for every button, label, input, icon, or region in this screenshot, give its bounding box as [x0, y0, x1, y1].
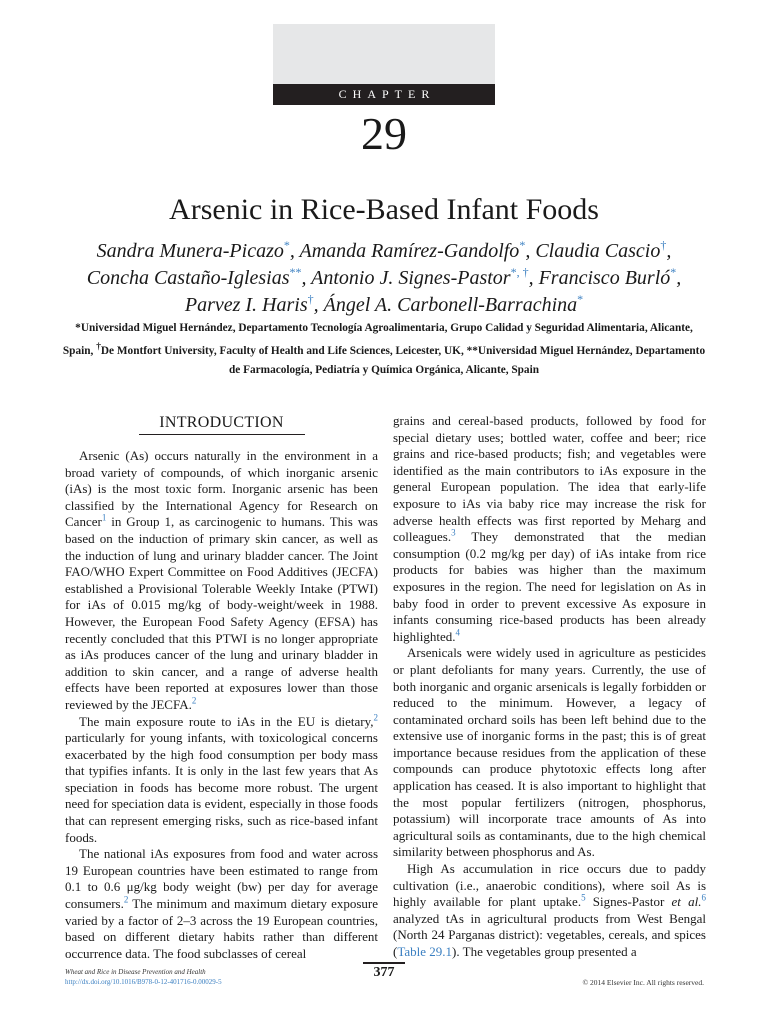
affiliations [60, 319, 708, 380]
affiliation-mark[interactable]: * [670, 265, 677, 279]
page-number: 377 [373, 965, 395, 980]
author-separator: , [666, 240, 672, 262]
paragraph-text: The main exposure route to iAs in the EU is dietary, [79, 713, 374, 729]
affiliation-mark: † [96, 342, 101, 352]
affiliation-mark[interactable]: * [283, 238, 290, 252]
paragraph-text: The national iAs exposures from food and water across 19 European countries have been estimated to range from 0.1 to 0.6 μg/kg body weight (bw) per day for average consumers. [65, 846, 378, 912]
paragraph-text: Signes-Pastor [585, 894, 672, 910]
author-name: Amanda Ramírez-Gandolfo [299, 240, 520, 262]
author-name: Sandra Munera-Picazo [96, 240, 284, 262]
paragraph-text: in Group 1, as carcinogenic to humans. This was based on the induction of primary skin cancer, as well as the induction of lung and urinary bladder cancer. The Joint FAO/WHO Expert Committee on Food Additives (JECFA) established a Provisional Tolerable Weekly Intake (PTWI) for iAs of 0.015 mg/kg of body-weight/week in 1988. However, the European Food Safety Agency (EFSA) has recently concluded that this PTWI is no longer appropriate as iAs produces cancer of the lung and urinary bladder in addition to skin cancer, and a range of adverse health effects have been reported at exposures lower than those reviewed by the JECFA. [65, 514, 378, 712]
chapter-header-box [273, 24, 495, 86]
paragraph-text: They demonstrated that the median consumption (0.2 mg/kg per day) of iAs intake from rice products for babies was higher than the maximum exposures in the region. The need for legislation on As in baby food in order to prevent excessive As exposure in infants consuming rice-based products has been already highlighted. [393, 529, 706, 644]
affiliation-2: De Montfort University, Faculty of Health and Life Sciences, Leicester, UK, [100, 344, 467, 357]
author-name: Antonio J. Signes-Pastor [311, 267, 511, 289]
paragraph [393, 413, 706, 645]
reference-link[interactable]: 5 [581, 892, 586, 903]
heading-underline [139, 434, 305, 435]
paragraph [65, 714, 378, 847]
paragraph [65, 846, 378, 962]
reference-link[interactable]: 2 [373, 712, 378, 723]
reference-link[interactable]: 6 [701, 892, 706, 903]
reference-link[interactable]: 1 [101, 513, 107, 524]
author-separator: , [525, 240, 536, 262]
author-separator: , [289, 240, 300, 262]
reference-link[interactable]: 2 [123, 894, 129, 905]
author-name: Francisco Burló [538, 267, 671, 289]
author-name: Parvez I. Haris [184, 294, 308, 316]
doi-link[interactable]: http://dx.doi.org/10.1016/B978-0-12-401716-0.00029-5 [65, 978, 222, 986]
author-name: Ángel A. Carbonell-Barrachina [323, 294, 578, 316]
paragraph [65, 448, 378, 714]
affiliation-1: Universidad Miguel Hernández, Departamento Tecnología Agroalimentaria, Grupo Calidad y Seguridad Alimentaria, Alicante, Spain, [62, 322, 693, 357]
author-name: Concha Castaño-Iglesias [86, 267, 290, 289]
affiliation-mark[interactable]: † [660, 238, 667, 252]
author-separator: , [301, 267, 312, 289]
reference-link[interactable]: 3 [451, 527, 456, 538]
et-al: et al. [671, 894, 702, 910]
footer-rule [363, 962, 405, 964]
right-column [393, 413, 706, 961]
table-link[interactable]: Table 29.1 [397, 944, 453, 959]
copyright: © 2014 Elsevier Inc. All rights reserved. [582, 978, 704, 987]
left-column [65, 413, 378, 962]
author-separator: , [528, 267, 539, 289]
chapter-title: Arsenic in Rice-Based Infant Foods [169, 193, 599, 226]
paragraph-text: High As accumulation in rice occurs due to paddy cultivation (i.e., anaerobic conditions), where soil As is highly available for plant uptake. [393, 861, 706, 910]
affiliation-mark[interactable]: * [577, 292, 584, 306]
paragraph-text: The minimum and maximum dietary exposure varied by a factor of 2–3 across the 19 European countries, based on different dietary habits rather than different occurrence data. The food subclasses of cereal [65, 896, 378, 961]
paragraph-text: grains and cereal-based products, followed by food for special dietary uses; bottled water, coffee and beer; rice grains and rice-based products; fish; and vegetables were identified as the main contributors to iAs exposure in the general European population. The idea that early-life exposure to iAs via baby rice may increase the risk for adverse health effects was first reported by Meharg and colleagues. [393, 413, 706, 545]
paragraph-text: ). The vegetables group presented a [452, 944, 637, 959]
affiliation-mark[interactable]: *, † [510, 265, 529, 279]
paragraph-text: Arsenic (As) occurs naturally in the environment in a broad variety of compounds, of which inorganic arsenic (iAs) is the most toxic form. Inorganic arsenic has been classified by the International Agency for Research on Cancer [65, 448, 378, 530]
affiliation-mark: * [75, 322, 81, 334]
chapter-number: 29 [361, 108, 407, 159]
affiliation-mark[interactable]: * [519, 238, 526, 252]
author-list [40, 238, 728, 319]
reference-link[interactable]: 2 [191, 695, 197, 706]
reference-link[interactable]: 4 [455, 627, 460, 638]
author-separator: , [676, 267, 682, 289]
affiliation-3: **Universidad Miguel Hernández, Departamento de Farmacología, Pediatría y Química Orgánica, Alicante, Spain [228, 344, 706, 376]
paragraph-text: analyzed tAs in agricultural products from West Bengal (North 24 Parganas district): vegetables, cereals, and spices ( [393, 910, 706, 959]
book-title: Wheat and Rice in Disease Prevention and Health [65, 968, 206, 976]
paragraph-text: Arsenicals were widely used in agriculture as pesticides or plant defoliants for many years. Currently, the use of both inorganic and organic arsenicals is legally forbidden or reduced to the minimum. However, a legacy of contaminated orchard soils has been left behind due to the extensive use of inorganic forms in the past; this is of great importance because residues from the application of these compounds can produce phytotoxic effects long after application has ceased. It is also important to highlight that the most popular fertilizers (nitrogen, phosphorus, potassium) will incorporate trace amounts of As into agricultural soils as contaminants, due to the high chemical similarity between phosphorus and As. [393, 645, 706, 860]
author-separator: , [313, 294, 324, 316]
paragraph [393, 645, 706, 861]
paragraph [393, 861, 706, 961]
affiliation-mark[interactable]: ** [289, 265, 302, 279]
chapter-label: CHAPTER [273, 84, 495, 105]
paragraph-text: particularly for young infants, with toxicological concerns exacerbated by the high food consumption per body mass that typifies infants. It is only in the last few years that As speciation in foods has become more robust. The urgent need for speciation data is evident, especially in those foods that can represent emerging risks, such as rice-based infant foods. [65, 730, 378, 845]
section-heading [65, 413, 378, 435]
affiliation-mark[interactable]: † [307, 292, 314, 306]
author-name: Claudia Cascio [535, 240, 661, 262]
section-heading-text: INTRODUCTION [159, 414, 284, 431]
